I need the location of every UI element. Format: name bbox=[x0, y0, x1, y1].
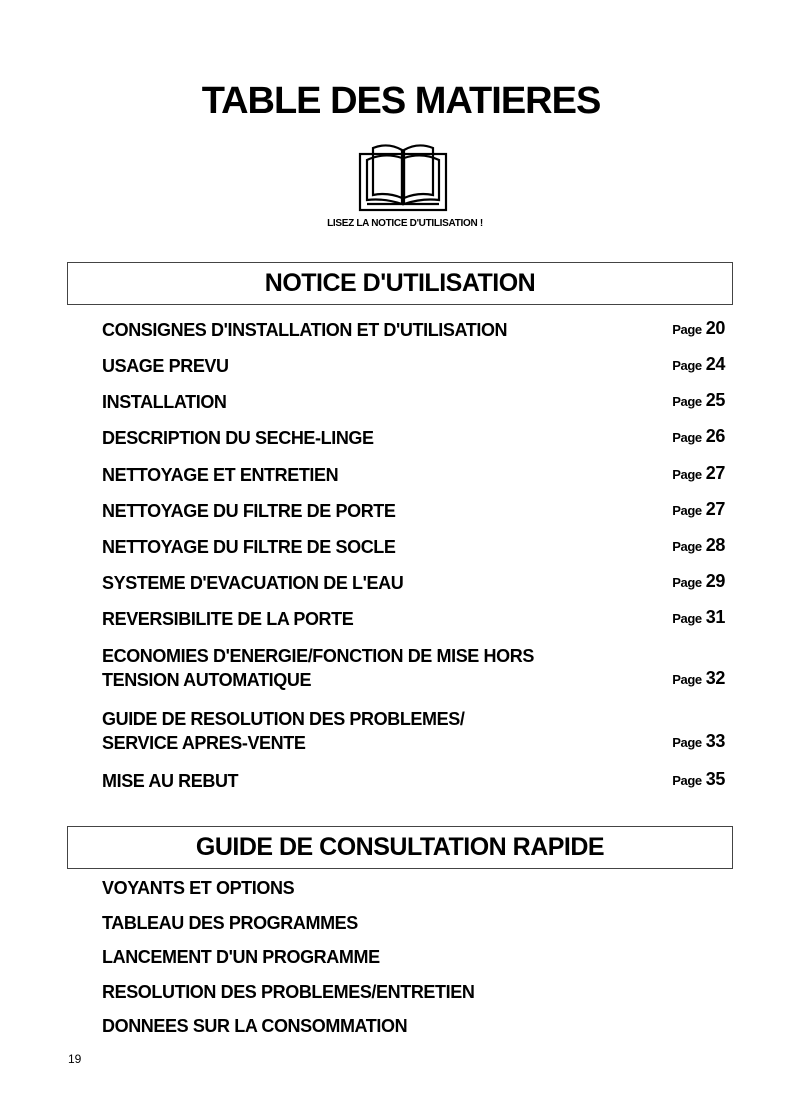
notice-heading: NOTICE D'UTILISATION bbox=[67, 262, 733, 305]
page-word: Page bbox=[672, 322, 702, 337]
toc-entry[interactable] bbox=[102, 535, 725, 559]
toc-page-ref bbox=[672, 461, 725, 487]
toc-entry[interactable] bbox=[102, 644, 725, 692]
page-word: Page bbox=[672, 503, 702, 518]
page-number-ref: 35 bbox=[705, 769, 725, 789]
page-word: Page bbox=[672, 539, 702, 554]
toc-entry[interactable] bbox=[102, 607, 725, 631]
page-number-ref: 32 bbox=[705, 668, 725, 688]
page-number-ref: 27 bbox=[705, 499, 725, 519]
page-number-ref: 29 bbox=[705, 571, 725, 591]
toc-label: CONSIGNES D'INSTALLATION ET D'UTILISATION bbox=[102, 320, 508, 340]
page-number-ref: 25 bbox=[705, 390, 725, 410]
page-number-ref: 24 bbox=[705, 354, 725, 374]
quick-guide-heading: GUIDE DE CONSULTATION RAPIDE bbox=[67, 826, 733, 869]
page-word: Page bbox=[672, 430, 702, 445]
toc-label-line1: ECONOMIES D'ENERGIE/FONCTION DE MISE HORS bbox=[102, 646, 534, 666]
toc-label: DESCRIPTION DU SECHE-LINGE bbox=[102, 428, 374, 448]
toc-entry[interactable] bbox=[102, 571, 725, 595]
page-number-ref: 28 bbox=[705, 535, 725, 555]
toc-entry[interactable] bbox=[102, 463, 725, 487]
toc-entry[interactable] bbox=[102, 318, 725, 342]
toc-label-line1: GUIDE DE RESOLUTION DES PROBLEMES/ bbox=[102, 709, 465, 729]
toc-page-ref bbox=[672, 767, 725, 793]
toc-label: MISE AU REBUT bbox=[102, 771, 239, 791]
quick-guide-item[interactable]: DONNEES SUR LA CONSOMMATION bbox=[102, 1016, 408, 1036]
toc-label: USAGE PREVU bbox=[102, 356, 229, 376]
toc-label: SYSTEME D'EVACUATION DE L'EAU bbox=[102, 573, 404, 593]
toc-page-ref bbox=[672, 666, 725, 692]
toc-page-ref bbox=[672, 605, 725, 631]
page-word: Page bbox=[672, 467, 702, 482]
page-number: 19 bbox=[68, 1052, 82, 1066]
toc-page-ref bbox=[672, 533, 725, 559]
quick-guide-item[interactable]: LANCEMENT D'UN PROGRAMME bbox=[102, 947, 380, 967]
page-title: TABLE DES MATIERES bbox=[201, 80, 601, 122]
page-number-ref: 20 bbox=[705, 318, 725, 338]
toc-entry[interactable] bbox=[102, 354, 725, 378]
quick-guide-item[interactable]: VOYANTS ET OPTIONS bbox=[102, 878, 295, 898]
page-word: Page bbox=[672, 672, 702, 687]
toc-entry[interactable] bbox=[102, 707, 725, 755]
toc-label-line2: SERVICE APRES-VENTE bbox=[102, 733, 306, 753]
toc-label: NETTOYAGE DU FILTRE DE PORTE bbox=[102, 501, 396, 521]
page-number-ref: 26 bbox=[705, 426, 725, 446]
page-word: Page bbox=[672, 358, 702, 373]
toc-label: REVERSIBILITE DE LA PORTE bbox=[102, 609, 354, 629]
page-word: Page bbox=[672, 611, 702, 626]
toc-entry[interactable] bbox=[102, 390, 725, 414]
page-word: Page bbox=[672, 575, 702, 590]
toc-entry[interactable] bbox=[102, 426, 725, 450]
page-word: Page bbox=[672, 735, 702, 750]
toc-page-ref bbox=[672, 424, 725, 450]
page-word: Page bbox=[672, 773, 702, 788]
toc-label: NETTOYAGE DU FILTRE DE SOCLE bbox=[102, 537, 396, 557]
toc-page-ref bbox=[672, 316, 725, 342]
toc-page-ref bbox=[672, 729, 725, 755]
page-number-ref: 27 bbox=[705, 463, 725, 483]
page-number-ref: 33 bbox=[705, 731, 725, 751]
quick-guide-item[interactable]: RESOLUTION DES PROBLEMES/ENTRETIEN bbox=[102, 982, 475, 1002]
open-book-icon bbox=[358, 140, 448, 212]
quick-guide-item[interactable]: TABLEAU DES PROGRAMMES bbox=[102, 913, 358, 933]
toc-entry[interactable] bbox=[102, 499, 725, 523]
read-instructions-note: LISEZ LA NOTICE D'UTILISATION ! bbox=[327, 218, 483, 229]
toc-page-ref bbox=[672, 569, 725, 595]
toc-page-ref bbox=[672, 388, 725, 414]
toc-entry[interactable] bbox=[102, 769, 725, 793]
toc-label: NETTOYAGE ET ENTRETIEN bbox=[102, 465, 339, 485]
toc-label-line2: TENSION AUTOMATIQUE bbox=[102, 670, 312, 690]
toc-page-ref bbox=[672, 352, 725, 378]
toc-page-ref bbox=[672, 497, 725, 523]
page-number-ref: 31 bbox=[705, 607, 725, 627]
toc-label: INSTALLATION bbox=[102, 392, 227, 412]
page-word: Page bbox=[672, 394, 702, 409]
